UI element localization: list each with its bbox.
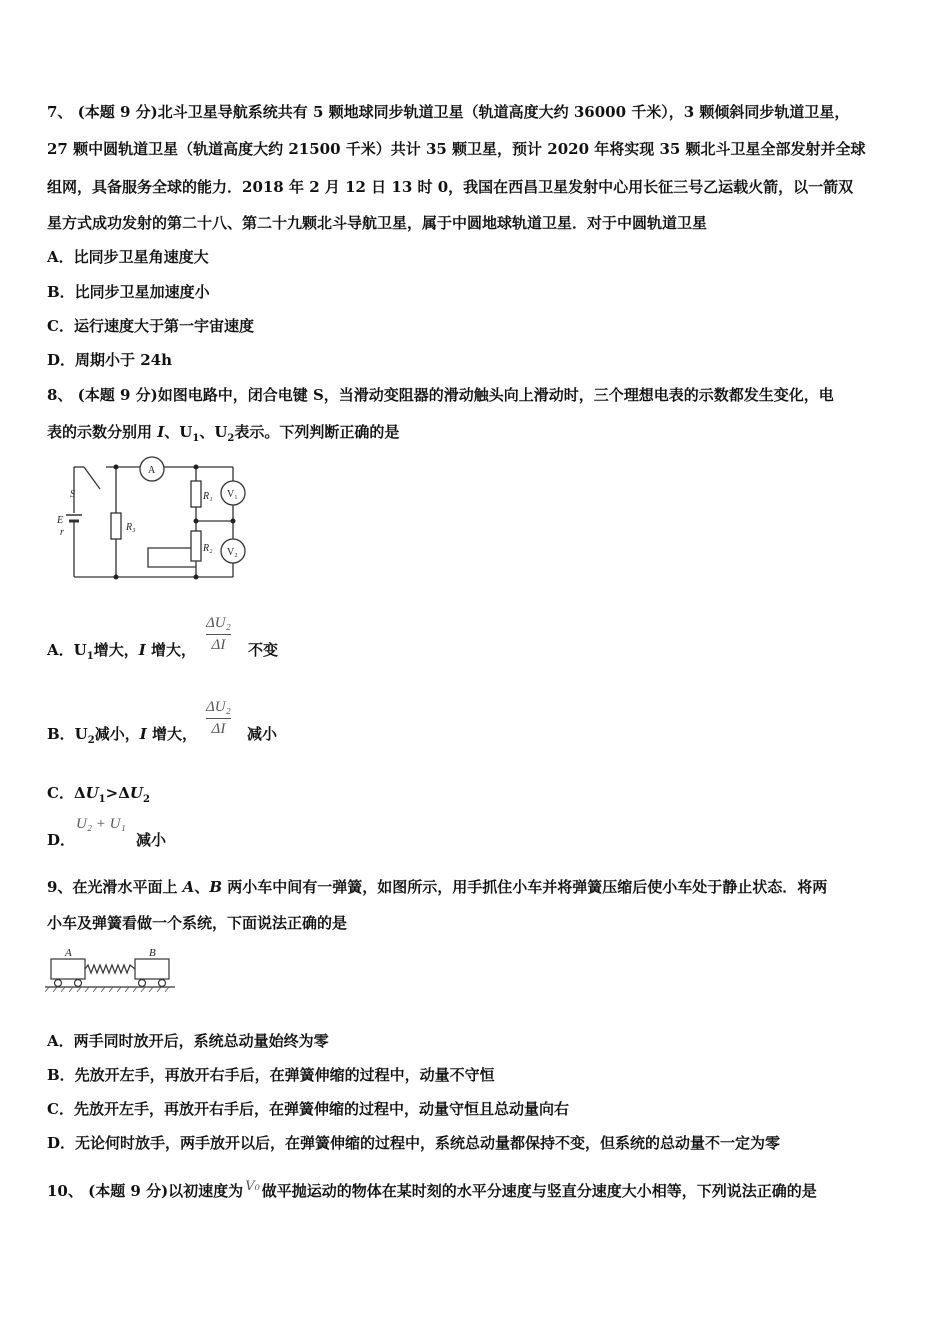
expression-u2-plus-u1: U₂ + U₁ [76,816,126,832]
label-ammeter: A [148,465,156,476]
q8-option-c: C．$\Delta U_1>\Delta U_2$ [47,784,150,805]
circuit-diagram [50,455,250,585]
label-s: S [70,489,75,500]
q7-line-4: 星方式成功发射的第二十八、第二十九颗北斗导航卫星，属于中圆地球轨道卫星．对于中圆轨道卫星 [47,214,708,232]
q9-option-d: D．无论何时放手，两手放开以后，在弹簧伸缩的过程中，系统总动量都保持不变，但系统的总动量不一定为零 [47,1134,781,1152]
q9-option-b: B．先放开左手，再放开右手后，在弹簧伸缩的过程中，动量不守恒 [47,1066,495,1084]
q8-line-2: 表的示数分别用 I、$U_1$、$U_2$表示。下列判断正确的是 [47,423,400,444]
q7-line-3: 组网，具备服务全球的能力．2018 年 2 月 12 日 13 时 0，我国在西昌卫星发射中心用长征三号乙运载火箭，以一箭双 [47,178,854,196]
q8-option-a: A．$U_1$增大，I 增大， [47,641,196,662]
q8-option-d-tail: 减小 [136,831,167,849]
q7-line-2: 27 颗中圆轨道卫星（轨道高度大约 21500 千米）共计 35 颗卫星，预计 2020 年将实现 35 颗北斗卫星全部发射并全球 [47,140,866,158]
q7-option-a: A．比同步卫星角速度大 [47,248,209,266]
q7-line-1: 7、 (本题 9 分)北斗卫星导航系统共有 5 颗地球同步轨道卫星（轨道高度大约 36000 千米），3 颗倾斜同步轨道卫星， [47,103,850,121]
q8-option-d: D． [47,831,76,849]
label-v2: V₂ [227,547,238,558]
carts-spring-diagram [45,945,175,995]
label-r3: R₃ [126,522,136,533]
q9-option-c: C．先放开左手，再放开右手后，在弹簧伸缩的过程中，动量守恒且总动量向右 [47,1100,569,1118]
label-v1: V₁ [227,489,238,500]
cart-a-label: A [65,947,72,959]
label-r1: R₁ [203,491,213,502]
fraction-delta-u2-over-delta-i-b: ΔU₂ ΔI [206,699,231,737]
q7-option-c: C．运行速度大于第一宇宙速度 [47,317,254,335]
q7-option-d: D．周期小于 24h [47,351,173,369]
q7-option-b: B．比同步卫星加速度小 [47,283,210,301]
q9-line-1: 9、在光滑水平面上 A、B 两小车中间有一弹簧，如图所示，用手抓住小车并将弹簧压缩后使小车处于静止状态．将两 [47,878,828,896]
label-r2: R₂ [203,543,213,554]
q8-line-1: 8、 (本题 9 分)如图电路中，闭合电键 S，当滑动变阻器的滑动触头向上滑动时，三个理想电表的示数都发生变化，电 [47,386,834,404]
fraction-delta-u2-over-delta-i: ΔU₂ ΔI [206,615,231,653]
q9-option-a: A．两手同时放开后，系统总动量始终为零 [47,1032,329,1050]
label-e: E [57,515,64,526]
label-r: r [60,527,64,538]
q9-line-2: 小车及弹簧看做一个系统，下面说法正确的是 [47,914,348,932]
q8-option-b: B．$U_2$减小，I 增大， [47,725,198,746]
q10-line-1: 10、 (本题 9 分)以初速度为 V₀ 做平抛运动的物体在某时刻的水平分速度与竖直分速度大小相等，下列说法正确的是 [47,1179,817,1200]
q8-option-b-tail: 减小 [247,725,278,743]
q8-option-a-tail: 不变 [248,641,279,659]
cart-b-label: B [149,947,156,959]
v0-symbol: V₀ [245,1179,260,1194]
